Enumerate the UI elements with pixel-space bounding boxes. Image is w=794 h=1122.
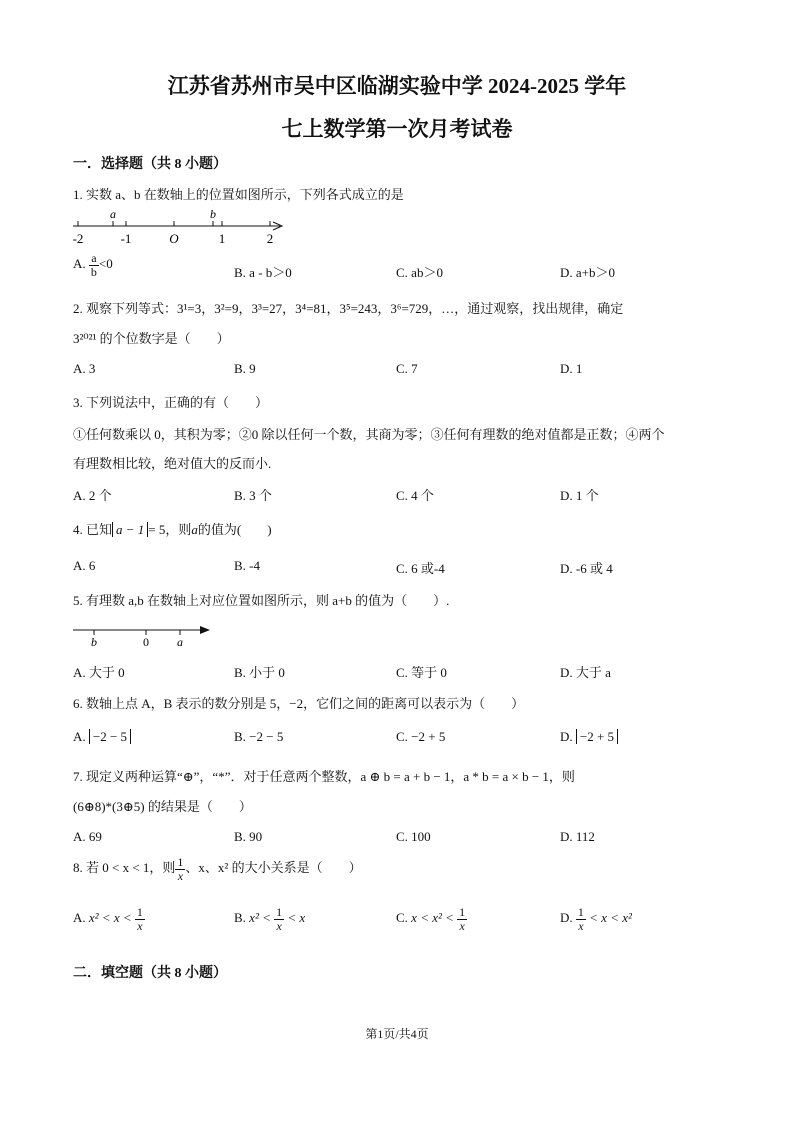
question-7-option-d[interactable]: D. 112 [560,829,595,844]
question-3-stem-line-2: ①任何数乘以 0，其积为零；②0 除以任何一个数，其商为零；③任何有理数的绝对值都是正数；④两个 [73,427,665,442]
question-6-option-c[interactable]: C. −2 + 5 [396,729,446,744]
tick-label: -2 [72,231,84,246]
question-4-stem-post: 的值为( ) [197,522,272,537]
option-a-abs-expression: −2 − 5 [89,729,131,744]
question-4-stem-mid: = 5，则 [148,522,192,537]
tick-label: 2 [266,231,274,246]
question-8-option-d[interactable]: D. $\frac{1}{x}$ < x < x² [560,905,632,933]
question-2-stem: 2. 观察下列等式：3¹=3，3²=9，3³=27，3⁴=81，3⁵=243，3⁶=729，…，通过观察，找出规律，确定 [73,301,624,316]
question-1-number-line [70,206,300,250]
question-7-option-a[interactable]: A. 69 [73,829,102,844]
tick-label: 0 [143,635,149,649]
question-4-variable: a [191,522,198,537]
question-1-option-d[interactable]: D. a+b＞0 [560,265,615,280]
question-4-option-d[interactable]: D. -6 或 4 [560,561,613,576]
question-6-option-d[interactable]: D. −2 + 5 [560,729,618,745]
question-3-stem: 3. 下列说法中，正确的有（ ） [73,395,269,410]
tick-label: a [177,635,183,649]
title-line-2: 七上数学第一次月考试卷 [281,117,513,141]
tick-label: O [169,231,179,246]
tick-label: 1 [218,231,226,246]
question-3-option-d[interactable]: D. 1 个 [560,488,599,503]
question-4-option-c[interactable]: C. 6 或-4 [396,561,445,576]
section-heading-choice: 一．选择题（共 8 小题） [73,157,227,172]
option-d-abs-expression: −2 + 5 [576,729,618,744]
title-line-1: 江苏省苏州市吴中区临湖实验中学 2024-2025 学年 [167,74,627,98]
question-2-option-a[interactable]: A. 3 [73,361,96,376]
question-5-option-b[interactable]: B. 小于 0 [234,665,285,680]
page-footer: 第1页/共4页 [365,1027,429,1041]
question-3-stem-line-3: 有理数相比较，绝对值大的反而小. [73,456,272,471]
point-label: a [110,207,116,221]
question-7-stem-line-2: (6⊕8)*(3⊕5) 的结果是（ ） [73,799,252,814]
question-8-stem: 8. 若 0 < x < 1，则 $\frac{1}{x}$ 、x、x² 的大小关系是（ ） [73,855,362,883]
question-5-stem: 5. 有理数 a,b 在数轴上对应位置如图所示，则 a+b 的值为（ ）. [73,593,450,608]
question-1-option-c[interactable]: C. ab＞0 [396,265,443,280]
question-8-option-b[interactable]: B. x² < $\frac{1}{x}$ < x [234,905,306,933]
question-3-option-a[interactable]: A. 2 个 [73,488,112,503]
question-8-option-c[interactable]: C. x < x² < $\frac{1}{x}$ [396,905,466,933]
question-1-stem: 1. 实数 a、b 在数轴上的位置如图所示，下列各式成立的是 [73,187,404,202]
question-1-option-a[interactable]: A. $\frac{a}{b}$ <0 [73,251,113,279]
question-4-option-a[interactable]: A. 6 [73,558,96,573]
section-heading-fill-in: 二．填空题（共 8 小题） [73,966,227,981]
question-6-option-a[interactable]: A. −2 − 5 [73,729,131,745]
question-2-option-c[interactable]: C. 7 [396,361,418,376]
option-a-rest: <0 [98,256,113,272]
tick-label: -1 [120,231,132,246]
question-6-option-b[interactable]: B. −2 − 5 [234,729,284,744]
question-4-stem [73,519,272,538]
question-4-abs-expression: a − 1 [112,522,148,537]
question-7-option-b[interactable]: B. 90 [234,829,263,844]
option-a-numerator: a [89,252,99,266]
question-3-option-c[interactable]: C. 4 个 [396,488,434,503]
question-7-option-c[interactable]: C. 100 [396,829,431,844]
question-3-option-b[interactable]: B. 3 个 [234,488,272,503]
question-1-option-b[interactable]: B. a - b＞0 [234,265,292,280]
question-4-stem-pre: 4. 已知 [73,522,113,537]
question-5-number-line [70,618,220,652]
question-2-option-b[interactable]: B. 9 [234,361,256,376]
question-4-option-b[interactable]: B. -4 [234,558,260,573]
question-5-option-c[interactable]: C. 等于 0 [396,665,447,680]
question-2-option-d[interactable]: D. 1 [560,361,583,376]
question-6-stem: 6. 数轴上点 A，B 表示的数分别是 5，−2，它们之间的距离可以表示为（ ） [73,696,525,711]
tick-label: b [91,635,97,649]
point-label: b [210,207,216,221]
question-5-option-a[interactable]: A. 大于 0 [73,665,125,680]
option-a-denominator: b [90,264,97,279]
question-7-stem: 7. 现定义两种运算“⊕”，“*”．对于任意两个整数，a ⊕ b = a + b − 1，a * b = a × b − 1，则 [73,769,575,784]
question-2-stem-line-2: 3²⁰²¹ 的个位数字是（ ） [73,331,230,346]
question-8-option-a[interactable]: A. x² < x < $\frac{1}{x}$ [73,905,143,933]
question-5-option-d[interactable]: D. 大于 a [560,665,611,680]
